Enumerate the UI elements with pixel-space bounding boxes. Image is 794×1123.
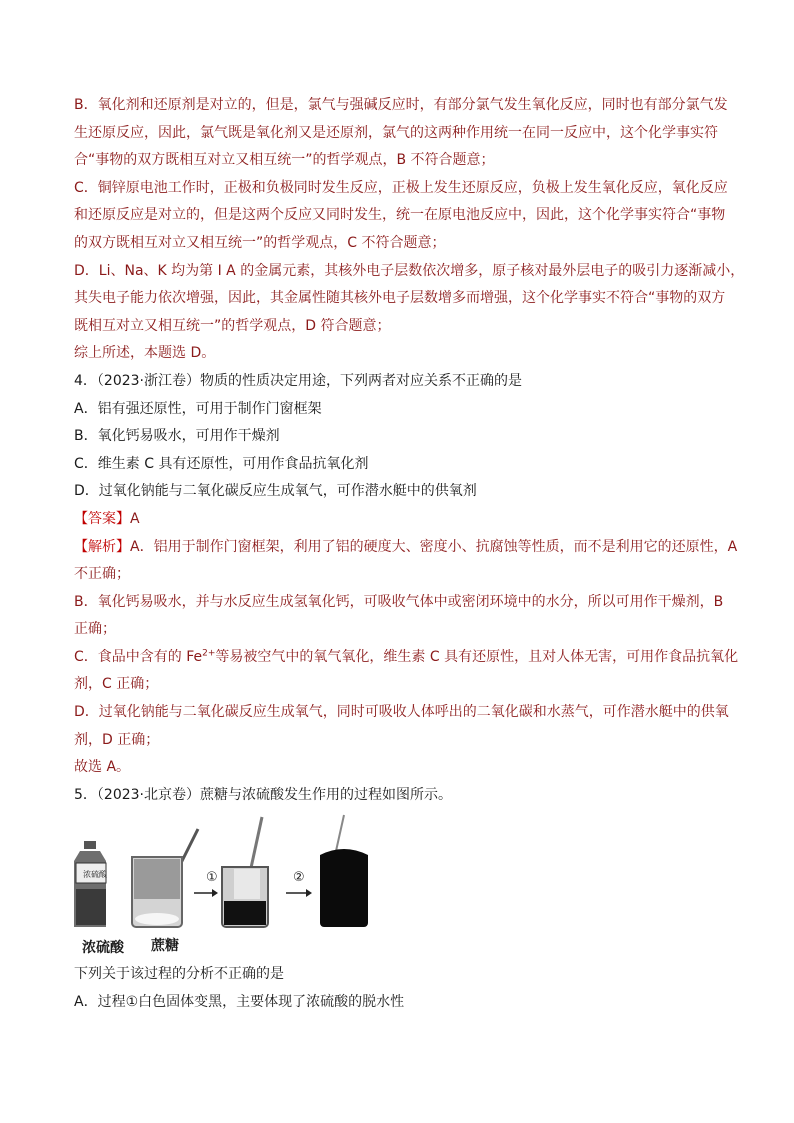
q4-option-c: C．维生素 C 具有还原性，可用作食品抗氧化剂 [74, 455, 369, 472]
step2-arrow-icon [286, 889, 312, 897]
q3-line: 生还原反应，因此，氯气既是氧化剂又是还原剂，氯气的这两种作用统一在同一反应中，这个化学事实符 [74, 124, 718, 141]
charge-superscript: 2+ [202, 648, 216, 659]
q3-line: 的双方既相互对立又相互统一”的哲学观点，C 不符合题意； [74, 234, 446, 251]
step2-label: ② [293, 870, 305, 886]
q4-analysis-line: 剂，D 正确； [74, 731, 160, 748]
analysis-text: A．铝用于制作门窗框架，利用了铝的硬度大、密度小、抗腐蚀等性质，而不是利用它的还原性，A [130, 538, 738, 555]
q5-question: 下列关于该过程的分析不正确的是 [74, 966, 284, 983]
q3-line: D．Li、Na、K 均为第 I A 的金属元素，其核外电子层数依次增多，原子核对最外层电子的吸引力逐渐减小， [74, 262, 745, 279]
q3-line: B．氧化剂和还原剂是对立的，但是，氯气与强碱反应时，有部分氯气发生氧化反应，同时也有部分氯气发 [74, 97, 728, 113]
blackened-beaker-icon [222, 817, 268, 927]
black-foam-icon [320, 815, 368, 927]
q4-analysis-line: 正确； [74, 621, 116, 638]
q5-option-a: A．过程①白色固体变黑，主要体现了浓硫酸的脱水性 [74, 994, 405, 1011]
acid-bottle-icon [74, 841, 106, 927]
reaction-figure [74, 811, 734, 961]
q4-analysis-first [74, 534, 738, 562]
q4-option-d: D．过氧化钠能与二氧化碳反应生成氧气，可作潜水艇中的供氧剂 [74, 483, 477, 500]
c-pre: C．食品中含有的 Fe [74, 648, 203, 665]
q3-line: 既相互对立又相互统一”的哲学观点，D 符合题意； [74, 317, 391, 334]
answer-tag: 【答案】 [74, 510, 130, 527]
q4-analysis-line: B．氧化钙易吸水，并与水反应生成氢氧化钙，可吸收气体中或密闭环境中的水分，所以可用作干燥剂，B [74, 593, 724, 610]
q4-option-a: A．铝有强还原性，可用于制作门窗框架 [74, 400, 322, 417]
q3-summary: 综上所述，本题选 D。 [74, 345, 216, 362]
q4-analysis-line: 剂，C 正确； [74, 676, 159, 693]
q3-line: C．铜锌原电池工作时，正极和负极同时发生反应，正极上发生还原反应，负极上发生氧化反应，氧化反应 [74, 179, 728, 196]
step1-arrow-icon [194, 889, 218, 897]
q5-stem: 5．（2023·北京卷）蔗糖与浓硫酸发生作用的过程如图所示。 [74, 786, 452, 803]
answer-value: A [130, 510, 140, 527]
q4-answer [74, 506, 734, 534]
c-post: 等易被空气中的氧气氧化，维生素 C 具有还原性，且对人体无害，可用作食品抗氧化 [215, 648, 739, 665]
step1-label: ① [206, 870, 218, 886]
q4-conclusion: 故选 A。 [74, 759, 131, 776]
q3-line: 合“事物的双方既相互对立又相互统一”的哲学观点，B 不符合题意； [74, 152, 495, 169]
q4-option-b: B．氧化钙易吸水，可用作干燥剂 [74, 428, 280, 445]
analysis-tag: 【解析】 [74, 538, 130, 555]
q4-stem: 4．（2023·浙江卷）物质的性质决定用途，下列两者对应关系不正确的是 [74, 372, 522, 389]
page-content [74, 92, 745, 1017]
bottle-tag: 浓硫酸 [83, 870, 107, 880]
q4-analysis-line: 不正确； [74, 566, 130, 583]
bottle-label: 浓硫酸 [82, 940, 124, 957]
sugar-label: 蔗糖 [151, 938, 179, 955]
beaker-sugar-icon [132, 829, 198, 927]
q4-analysis-c [74, 644, 739, 672]
q3-line: 其失电子能力依次增强，因此，其金属性随其核外电子层数增多而增强，这个化学事实不符合“事物的双方 [74, 290, 726, 307]
q3-line: 和还原反应是对立的，但是这两个反应又同时发生，统一在原电池反应中，因此，这个化学事实符合“事物 [74, 207, 726, 224]
q4-analysis-line: D．过氧化钠能与二氧化碳反应生成氧气，同时可吸收人体呼出的二氧化碳和水蒸气，可作潜水艇中的供氧 [74, 704, 729, 721]
